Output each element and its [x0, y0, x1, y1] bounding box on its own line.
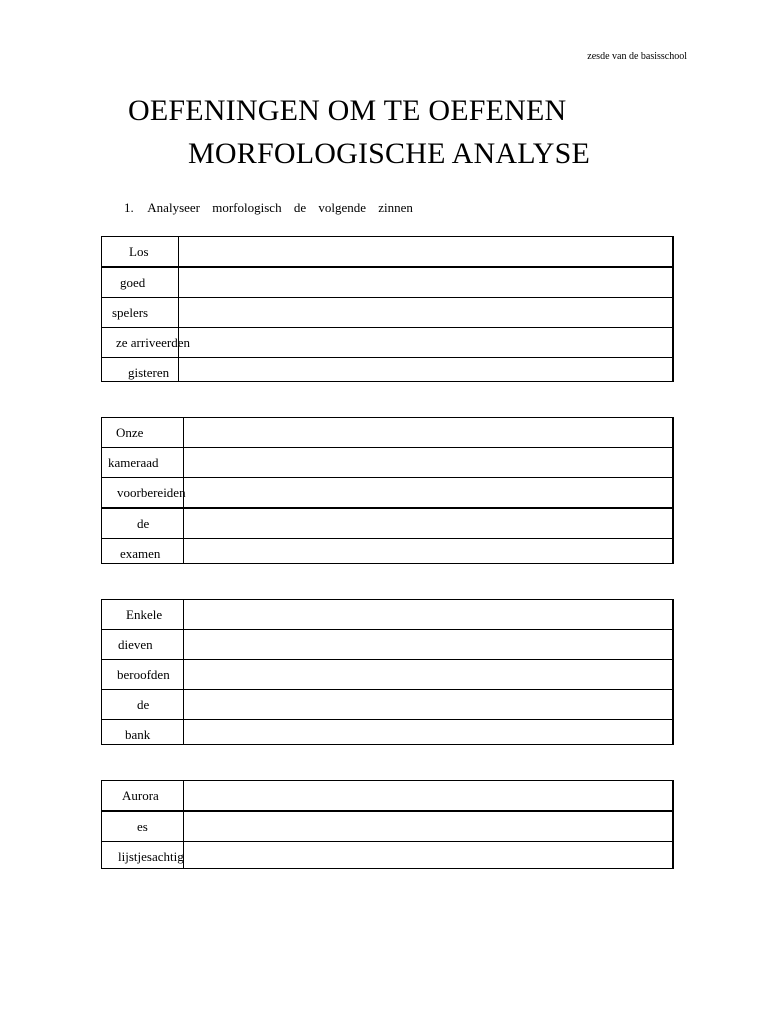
- table-row: [102, 448, 672, 478]
- table-row: [102, 781, 672, 812]
- word-cell: bank: [125, 727, 151, 742]
- analysis-table-3: [101, 599, 674, 745]
- word-cell: Los: [129, 244, 149, 259]
- table-row: [102, 630, 672, 660]
- word-cell: kameraad: [108, 455, 159, 470]
- table-row: [102, 237, 672, 268]
- word-cell: de: [137, 516, 150, 531]
- grade-label: zesde van de basisschool: [587, 51, 687, 62]
- word-cell: spelers: [112, 305, 149, 320]
- analysis-table-2: [101, 417, 674, 564]
- table-row: [102, 268, 672, 298]
- table-row: [102, 812, 672, 842]
- page-title-line1: OEFENINGEN OM TE OEFENEN: [128, 94, 567, 127]
- word-cell: Enkele: [126, 607, 163, 622]
- word-cell: beroofden: [117, 667, 170, 682]
- word-cell: gisteren: [128, 365, 170, 380]
- word-cell: de: [137, 697, 150, 712]
- analysis-table-1: [101, 236, 674, 382]
- exercise-instruction: [124, 200, 413, 216]
- table-row: [102, 478, 672, 509]
- table-row: [102, 842, 672, 871]
- word-cell: lijstjesachtig: [118, 849, 184, 864]
- table-row: [102, 539, 672, 568]
- analysis-table-4: [101, 780, 674, 869]
- word-cell: dieven: [118, 637, 153, 652]
- table-row: [102, 418, 672, 448]
- word-cell: goed: [120, 275, 146, 290]
- table-row: [102, 358, 672, 387]
- table-row: [102, 509, 672, 539]
- word-cell: Aurora: [122, 788, 159, 803]
- page-title-line2: MORFOLOGISCHE ANALYSE: [188, 137, 591, 170]
- table-row: [102, 600, 672, 630]
- word-cell: Onze: [116, 425, 144, 440]
- table-row: [102, 720, 672, 749]
- table-row: [102, 298, 672, 328]
- word-cell: ze arriveerden: [116, 335, 190, 350]
- word-cell: voorbereiden: [117, 485, 186, 500]
- table-row: [102, 328, 672, 358]
- table-row: [102, 660, 672, 690]
- word-cell: examen: [120, 546, 161, 561]
- table-row: [102, 690, 672, 720]
- exercise-number: 1.: [124, 200, 134, 215]
- word-cell: es: [137, 819, 148, 834]
- exercise-instruction-text: Analyseer morfologisch de volgende zinnen: [147, 200, 413, 215]
